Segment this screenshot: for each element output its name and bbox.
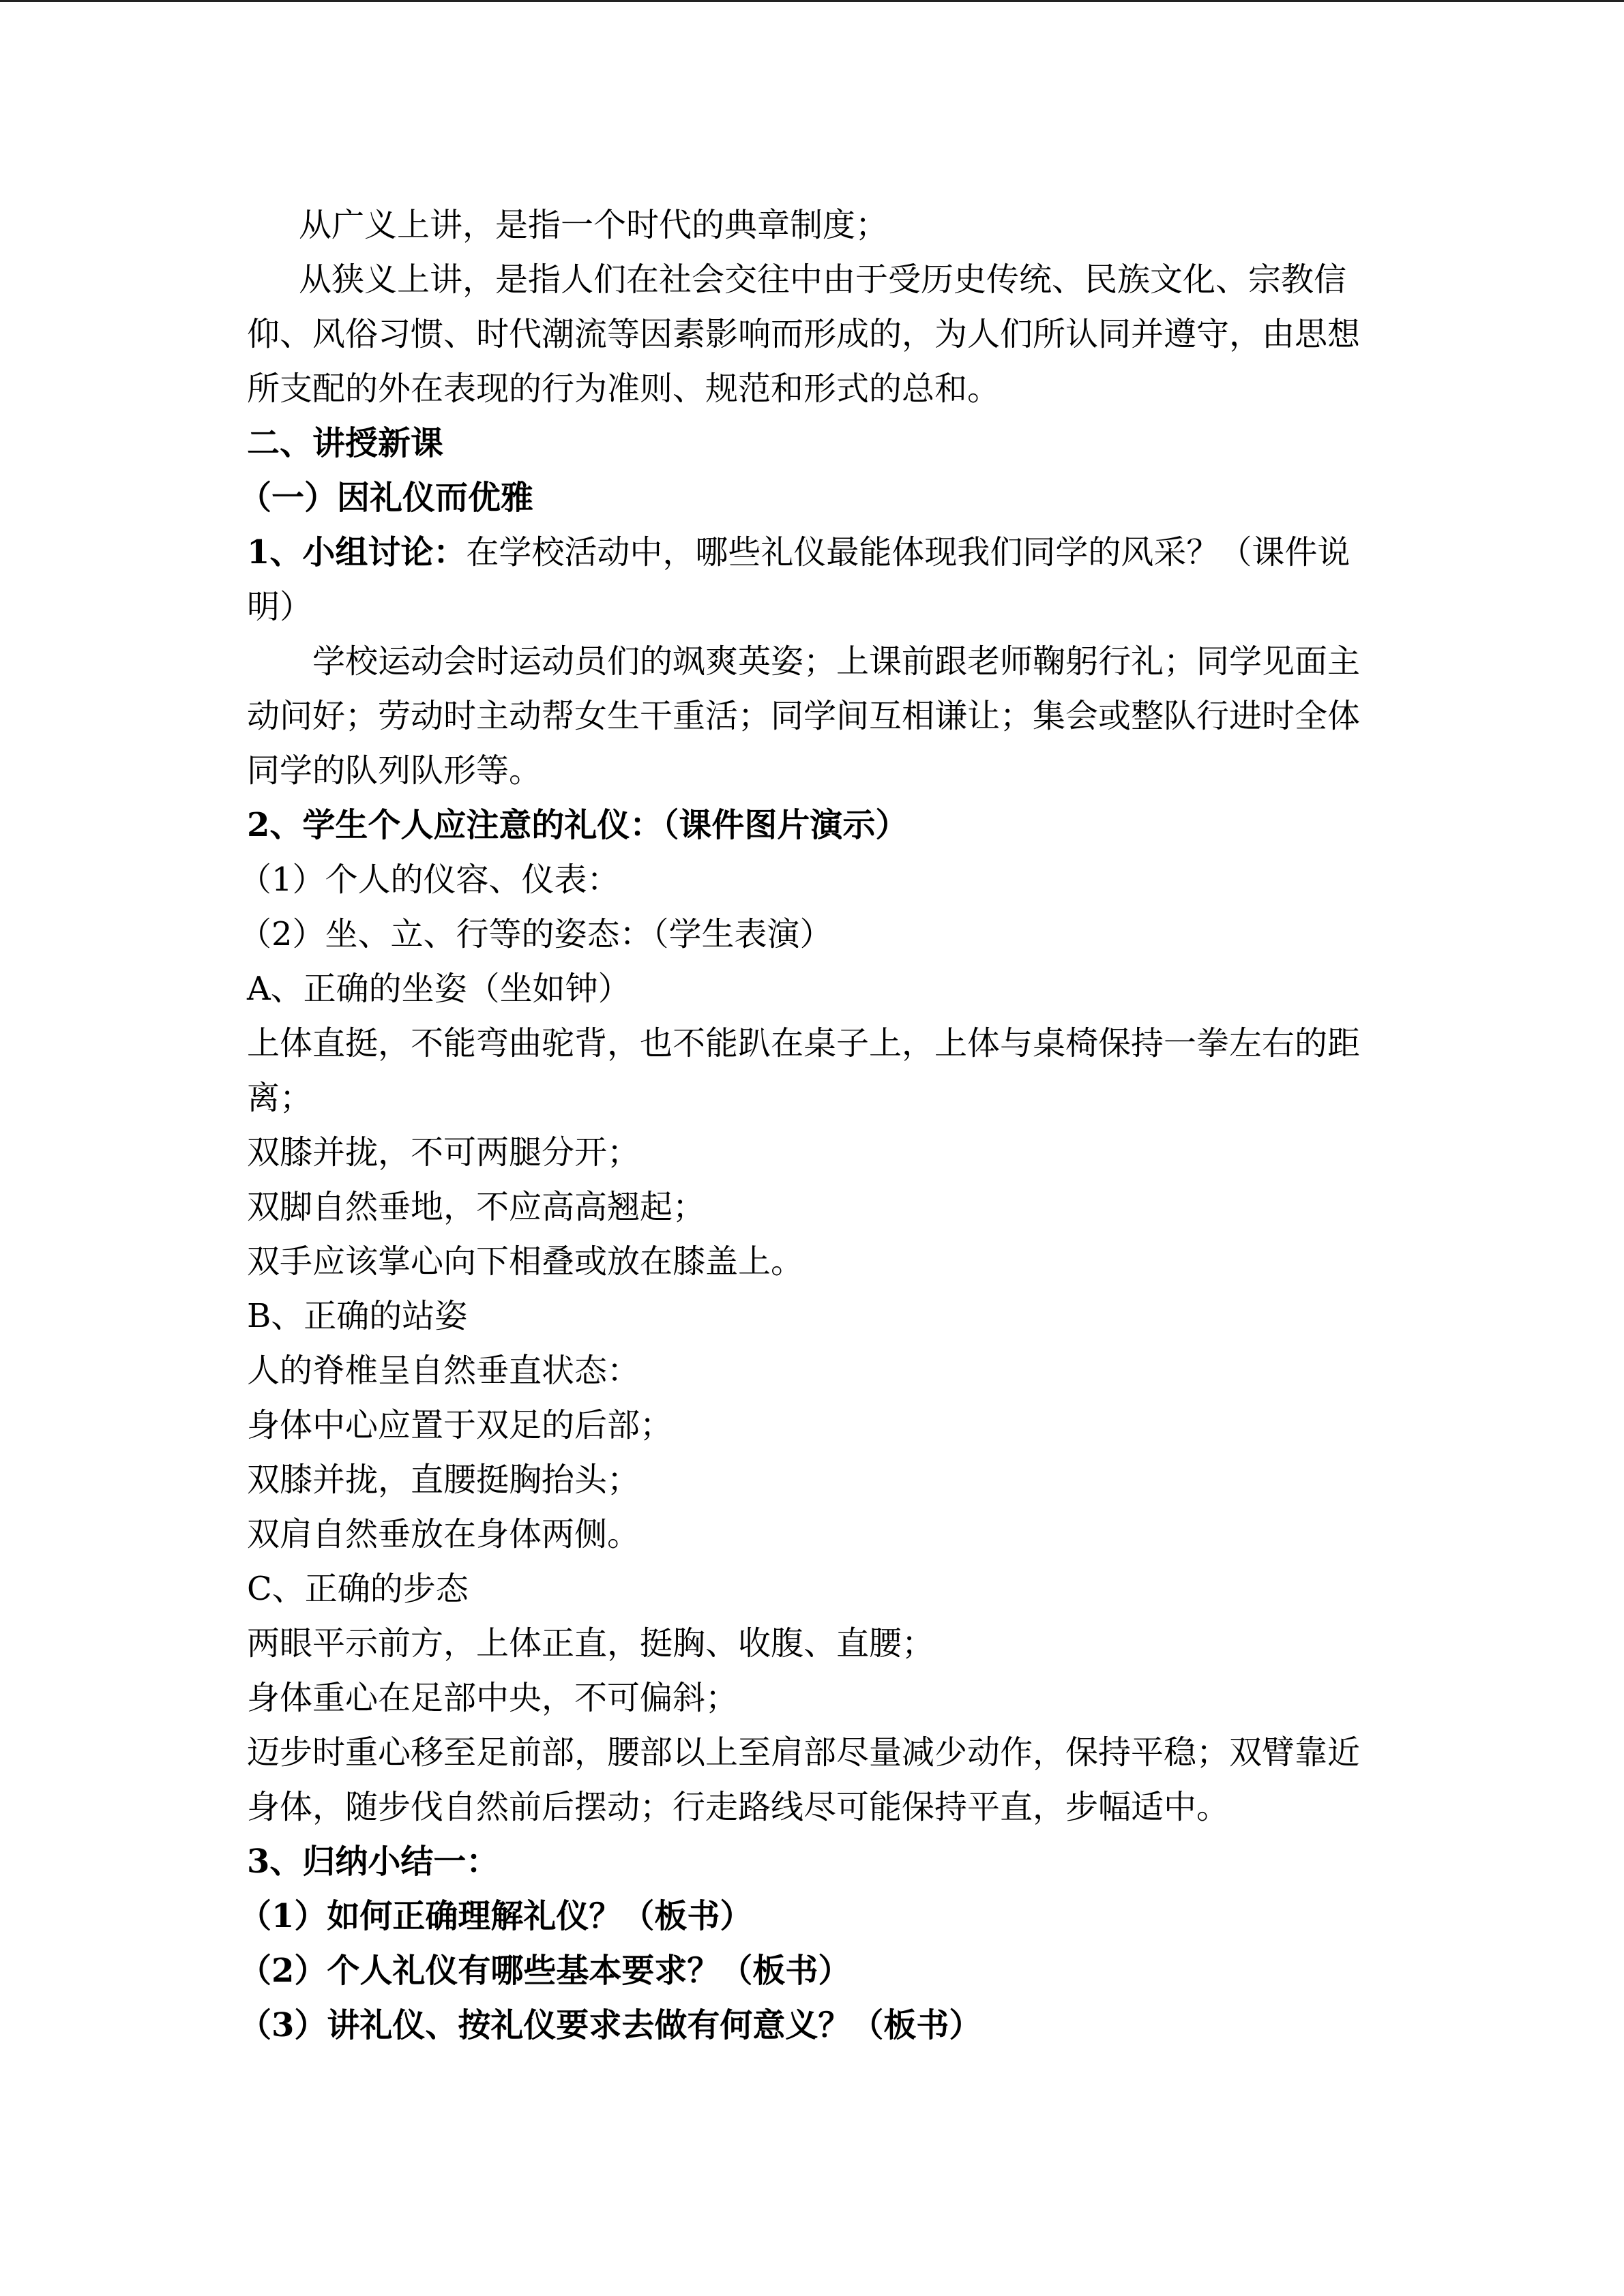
heading-walking-gait: C、正确的步态 [247,1570,469,1608]
document-body [239,198,1365,2053]
list-item-appearance: （1）个人的仪容、仪表： [239,861,620,899]
paragraph-school-examples: 学校运动会时运动员们的飒爽英姿；上课前跟老师鞠躬行礼；同学见面主动问好；劳动时主动帮女生干重活；同学间互相谦让；集会或整队行进时全体同学的队列队形等。 [247,642,1361,790]
paragraph-broad-definition: 从广义上讲，是指一个时代的典章制度； [299,206,889,244]
heading-sitting-posture: A、正确的坐姿（坐如钟） [247,970,631,1008]
subsection-heading-elegance: （一）因礼仪而优雅 [239,479,534,517]
summary-item-2: （2）个人礼仪有哪些基本要求？（板书） [239,1952,851,1990]
text-standing-center: 身体中心应置于双足的后部； [247,1406,673,1444]
text-walking-eyes: 两眼平示前方，上体正直，挺胸、收腹、直腰； [247,1624,935,1663]
text-walking-balance: 身体重心在足部中央，不可偏斜； [247,1679,739,1717]
heading-summary-one: 3、归纳小结一： [247,1843,499,1881]
list-item-posture: （2）坐、立、行等的姿态：（学生表演） [239,915,833,953]
text-sitting-hands: 双手应该掌心向下相叠或放在膝盖上。 [247,1242,804,1281]
text-sitting-upper-body: 上体直挺，不能弯曲驼背，也不能趴在桌子上，上体与桌椅保持一拳左右的距离； [247,1024,1361,1117]
text-standing-shoulders: 双肩自然垂放在身体两侧。 [247,1515,640,1553]
text-sitting-knees: 双膝并拢，不可两腿分开； [247,1133,640,1172]
group-discussion-label: 1、小组讨论： [247,533,467,571]
text-walking-step: 迈步时重心移至足前部，腰部以上至肩部尽量减少动作，保持平稳；双臂靠近身体，随步伐自然前后摆动；行走路线尽可能保持平直，步幅适中。 [247,1733,1361,1826]
heading-standing-posture: B、正确的站姿 [247,1297,468,1335]
text-standing-knees: 双膝并拢，直腰挺胸抬头； [247,1461,640,1499]
summary-item-1: （1）如何正确理解礼仪？（板书） [239,1897,753,1935]
paragraph-group-discussion [247,525,1365,634]
summary-item-3: （3）讲礼仪、按礼仪要求去做有何意义？（板书） [239,2006,982,2044]
text-sitting-feet: 双脚自然垂地，不应高高翘起； [247,1188,706,1226]
top-border-line [0,0,1624,2]
group-discussion-question: 在学校活动中，哪些礼仪最能体现我们同学的风采？（课件说明） [247,533,1350,626]
section-heading-new-lesson: 二、讲授新课 [247,424,444,462]
heading-personal-etiquette: 2、学生个人应注意的礼仪：（课件图片演示） [247,806,909,844]
text-standing-spine: 人的脊椎呈自然垂直状态： [247,1352,640,1390]
paragraph-narrow-definition: 从狭义上讲，是指人们在社会交往中由于受历史传统、民族文化、宗教信仰、风俗习惯、时代潮流等因素影响而形成的，为人们所认同并遵守，由思想所支配的外在表现的行为准则、规范和形式的总和。 [247,260,1361,408]
